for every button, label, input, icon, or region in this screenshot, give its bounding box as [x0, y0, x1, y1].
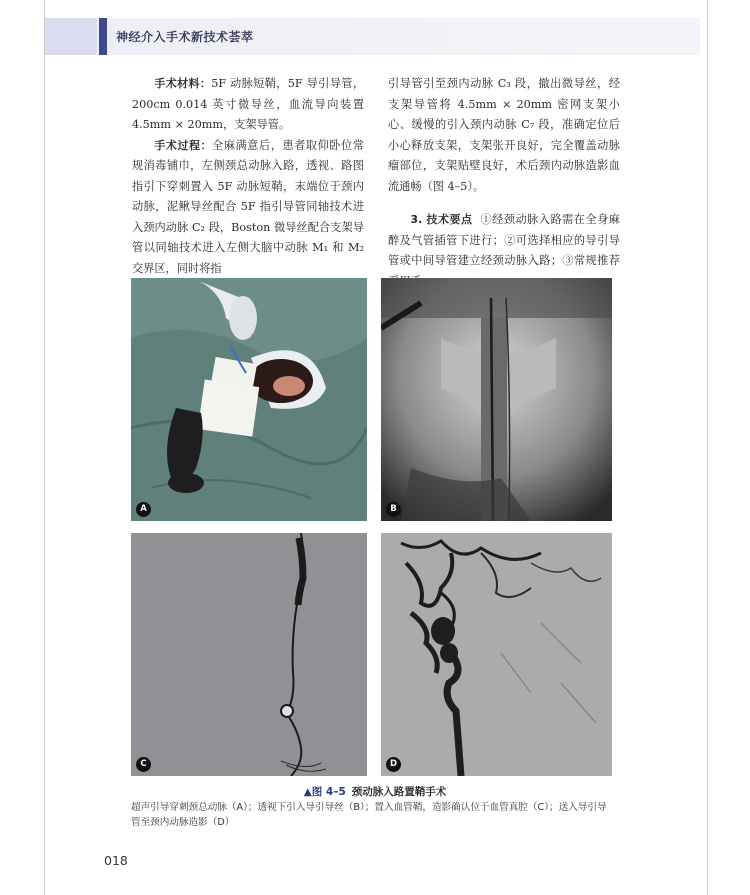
section-heading: 3. 技术要点 — [410, 213, 473, 226]
panel-label-a: A — [136, 502, 151, 517]
process-paragraph — [132, 136, 364, 280]
process-label: 手术过程： — [154, 138, 213, 152]
figure-caption — [0, 784, 750, 799]
figure-panel-b-fluoroscopy — [381, 278, 612, 521]
panel-label-d: D — [386, 757, 401, 772]
process-text: 全麻满意后，患者取仰卧位常规消毒铺巾，左侧颈总动脉入路，透视、路图指引下穿刺置入 5F 动脉短鞘，末端位于颈内动脉，泥鳅导丝配合 5F 指引导管同轴技术进入颈内动脉 C₂ 段，Boston 微导丝配合支架导管以同轴技术进入左侧大脑中动脉 M₁ 和 M₂ 交界区，同时将指 — [132, 138, 364, 275]
page-number: 018 — [104, 853, 128, 868]
figure-panel-d-angiography — [381, 533, 612, 776]
figure-title: 颈动脉入路置鞘手术 — [351, 786, 447, 798]
left-text-column — [132, 74, 364, 279]
section-text: ①经颈动脉入路需在全身麻醉及气管插管下进行；②可选择相应的导引导管或中间导管建立经颈动脉入路；③常规推荐 — [388, 213, 620, 267]
materials-text: 5F 动脉短鞘，5F 导引导管，200cm 0.014 英寸微导丝，血流导向装置 4.5mm × 20mm，支架导管。 — [132, 77, 365, 131]
running-header-title: 神经介入手术新技术荟萃 — [116, 30, 254, 44]
running-header-marker — [99, 18, 107, 55]
continuation-paragraph: 引导管引至颈内动脉 C₃ 段，撤出微导丝，经支架导管将 4.5mm × 20mm 密网支架小心、缓慢的引入颈内动脉 C₇ 段，准确定位后小心释放支架，支架张开良好，完全覆盖动脉瘤部位，支架贴壁良好，术后颈内动脉造影血流通畅（图 4–5）。 — [388, 77, 620, 193]
panel-label-b: B — [386, 502, 401, 517]
figure-number: ▲图 4–5 — [303, 786, 346, 798]
materials-label: 手术材料： — [154, 77, 212, 90]
figure-panel-a-photo — [131, 278, 367, 521]
panel-label-c: C — [136, 757, 151, 772]
figure-panel-c-angiography — [131, 533, 367, 776]
right-text-column — [388, 74, 620, 292]
materials-paragraph — [132, 74, 364, 136]
figure-description: 超声引导穿刺颈总动脉（A）；透视下引入导引导丝（B）；置入血管鞘，造影确认位于血管真腔（C）；送入导引导管至颈内动脉造影（D） — [131, 802, 607, 828]
